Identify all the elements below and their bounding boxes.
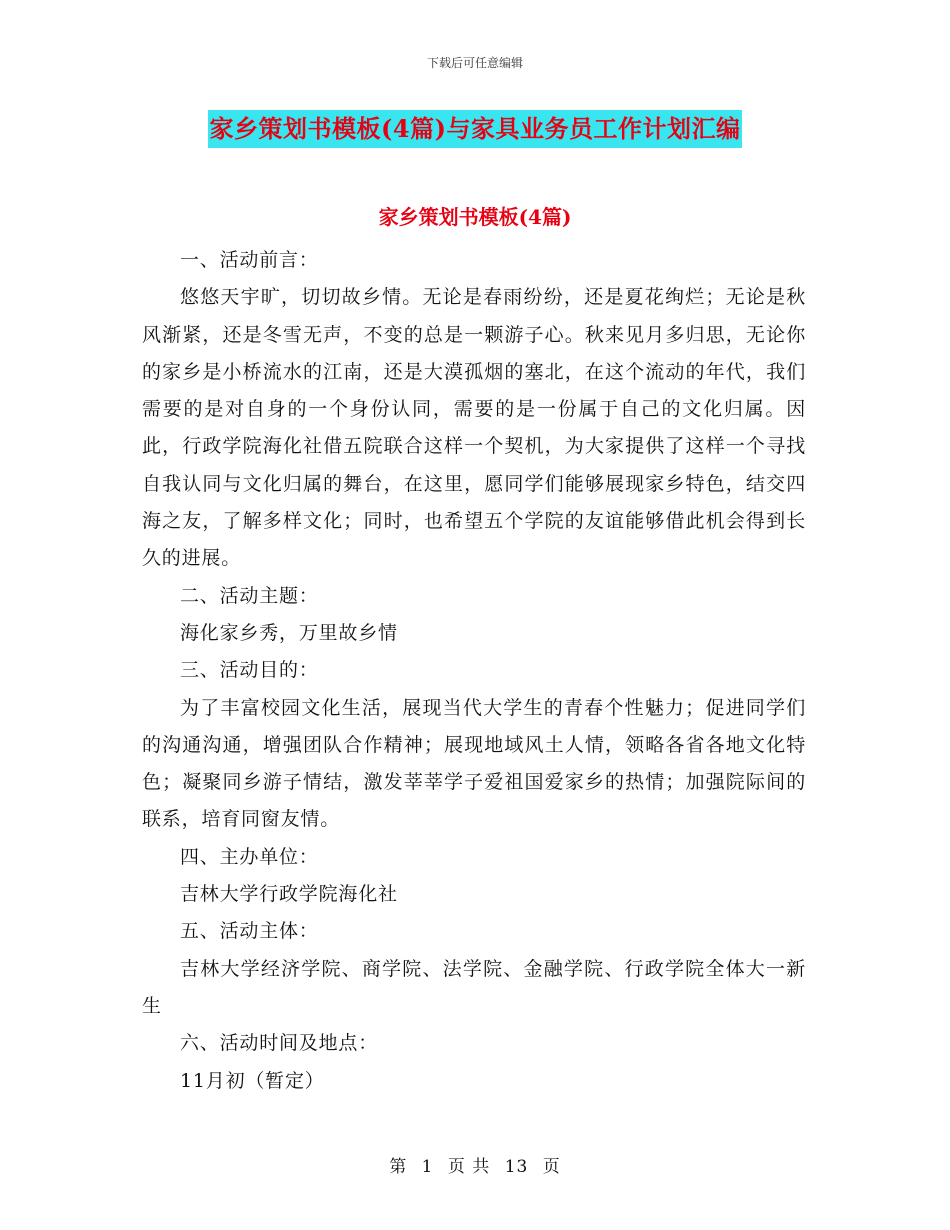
footer-total-pages: 13 xyxy=(504,1157,529,1177)
document-title-text: 家乡策划书模板(4篇)与家具业务员工作计划汇编 xyxy=(208,110,743,148)
paragraph: 二、活动主题： xyxy=(180,584,319,607)
footer-prefix: 第 xyxy=(389,1157,408,1177)
paragraph: 吉林大学经济学院、商学院、法学院、金融学院、行政学院全体大一新生 xyxy=(142,957,806,1017)
footer-suffix: 页 xyxy=(542,1157,561,1177)
paragraph: 吉林大学行政学院海化社 xyxy=(180,883,398,906)
paragraph: 四、主办单位： xyxy=(180,845,319,868)
document-title xyxy=(0,110,950,148)
paragraph: 悠悠天宇旷，切切故乡情。无论是春雨纷纷，还是夏花绚烂；无论是秋风渐紧，还是冬雪无声，不变的总是一颗游子心。秋来见月多归思，无论你的家乡是小桥流水的江南，还是大漠孤烟的塞北，在这个流动的年代，我们需要的是对自身的一个身份认同，需要的是一份属于自己的文化归属。因此，行政学院海化社借五院联合这样一个契机，为大家提供了这样一个寻找自我认同与文化归属的舞台，在这里，愿同学们能够展现家乡特色，结交四海之友，了解多样文化；同时，也希望五个学院的友谊能够借此机会得到长久的进展。 xyxy=(142,286,806,570)
section-title: 家乡策划书模板(4篇) xyxy=(378,205,572,229)
paragraph: 五、活动主体： xyxy=(180,920,319,943)
document-body xyxy=(142,242,806,1100)
page-footer xyxy=(0,1152,950,1177)
paragraph: 三、活动目的： xyxy=(180,659,319,682)
paragraph: 为了丰富校园文化生活，展现当代大学生的青春个性魅力；促进同学们的沟通沟通，增强团队合作精神；展现地域风土人情，领略各省各地文化特色；凝聚同乡游子情结，激发莘莘学子爱祖国爱家乡的热情；加强院际间的联系，培育同窗友情。 xyxy=(142,696,806,831)
header-note: 下载后可任意编辑 xyxy=(426,56,523,70)
paragraph: 11月初（暂定） xyxy=(180,1069,325,1092)
paragraph: 海化家乡秀，万里故乡情 xyxy=(180,621,398,644)
footer-middle: 页 共 xyxy=(447,1157,491,1177)
paragraph: 六、活动时间及地点： xyxy=(180,1032,379,1055)
paragraph: 一、活动前言： xyxy=(180,249,319,271)
footer-page-number: 1 xyxy=(421,1157,434,1177)
